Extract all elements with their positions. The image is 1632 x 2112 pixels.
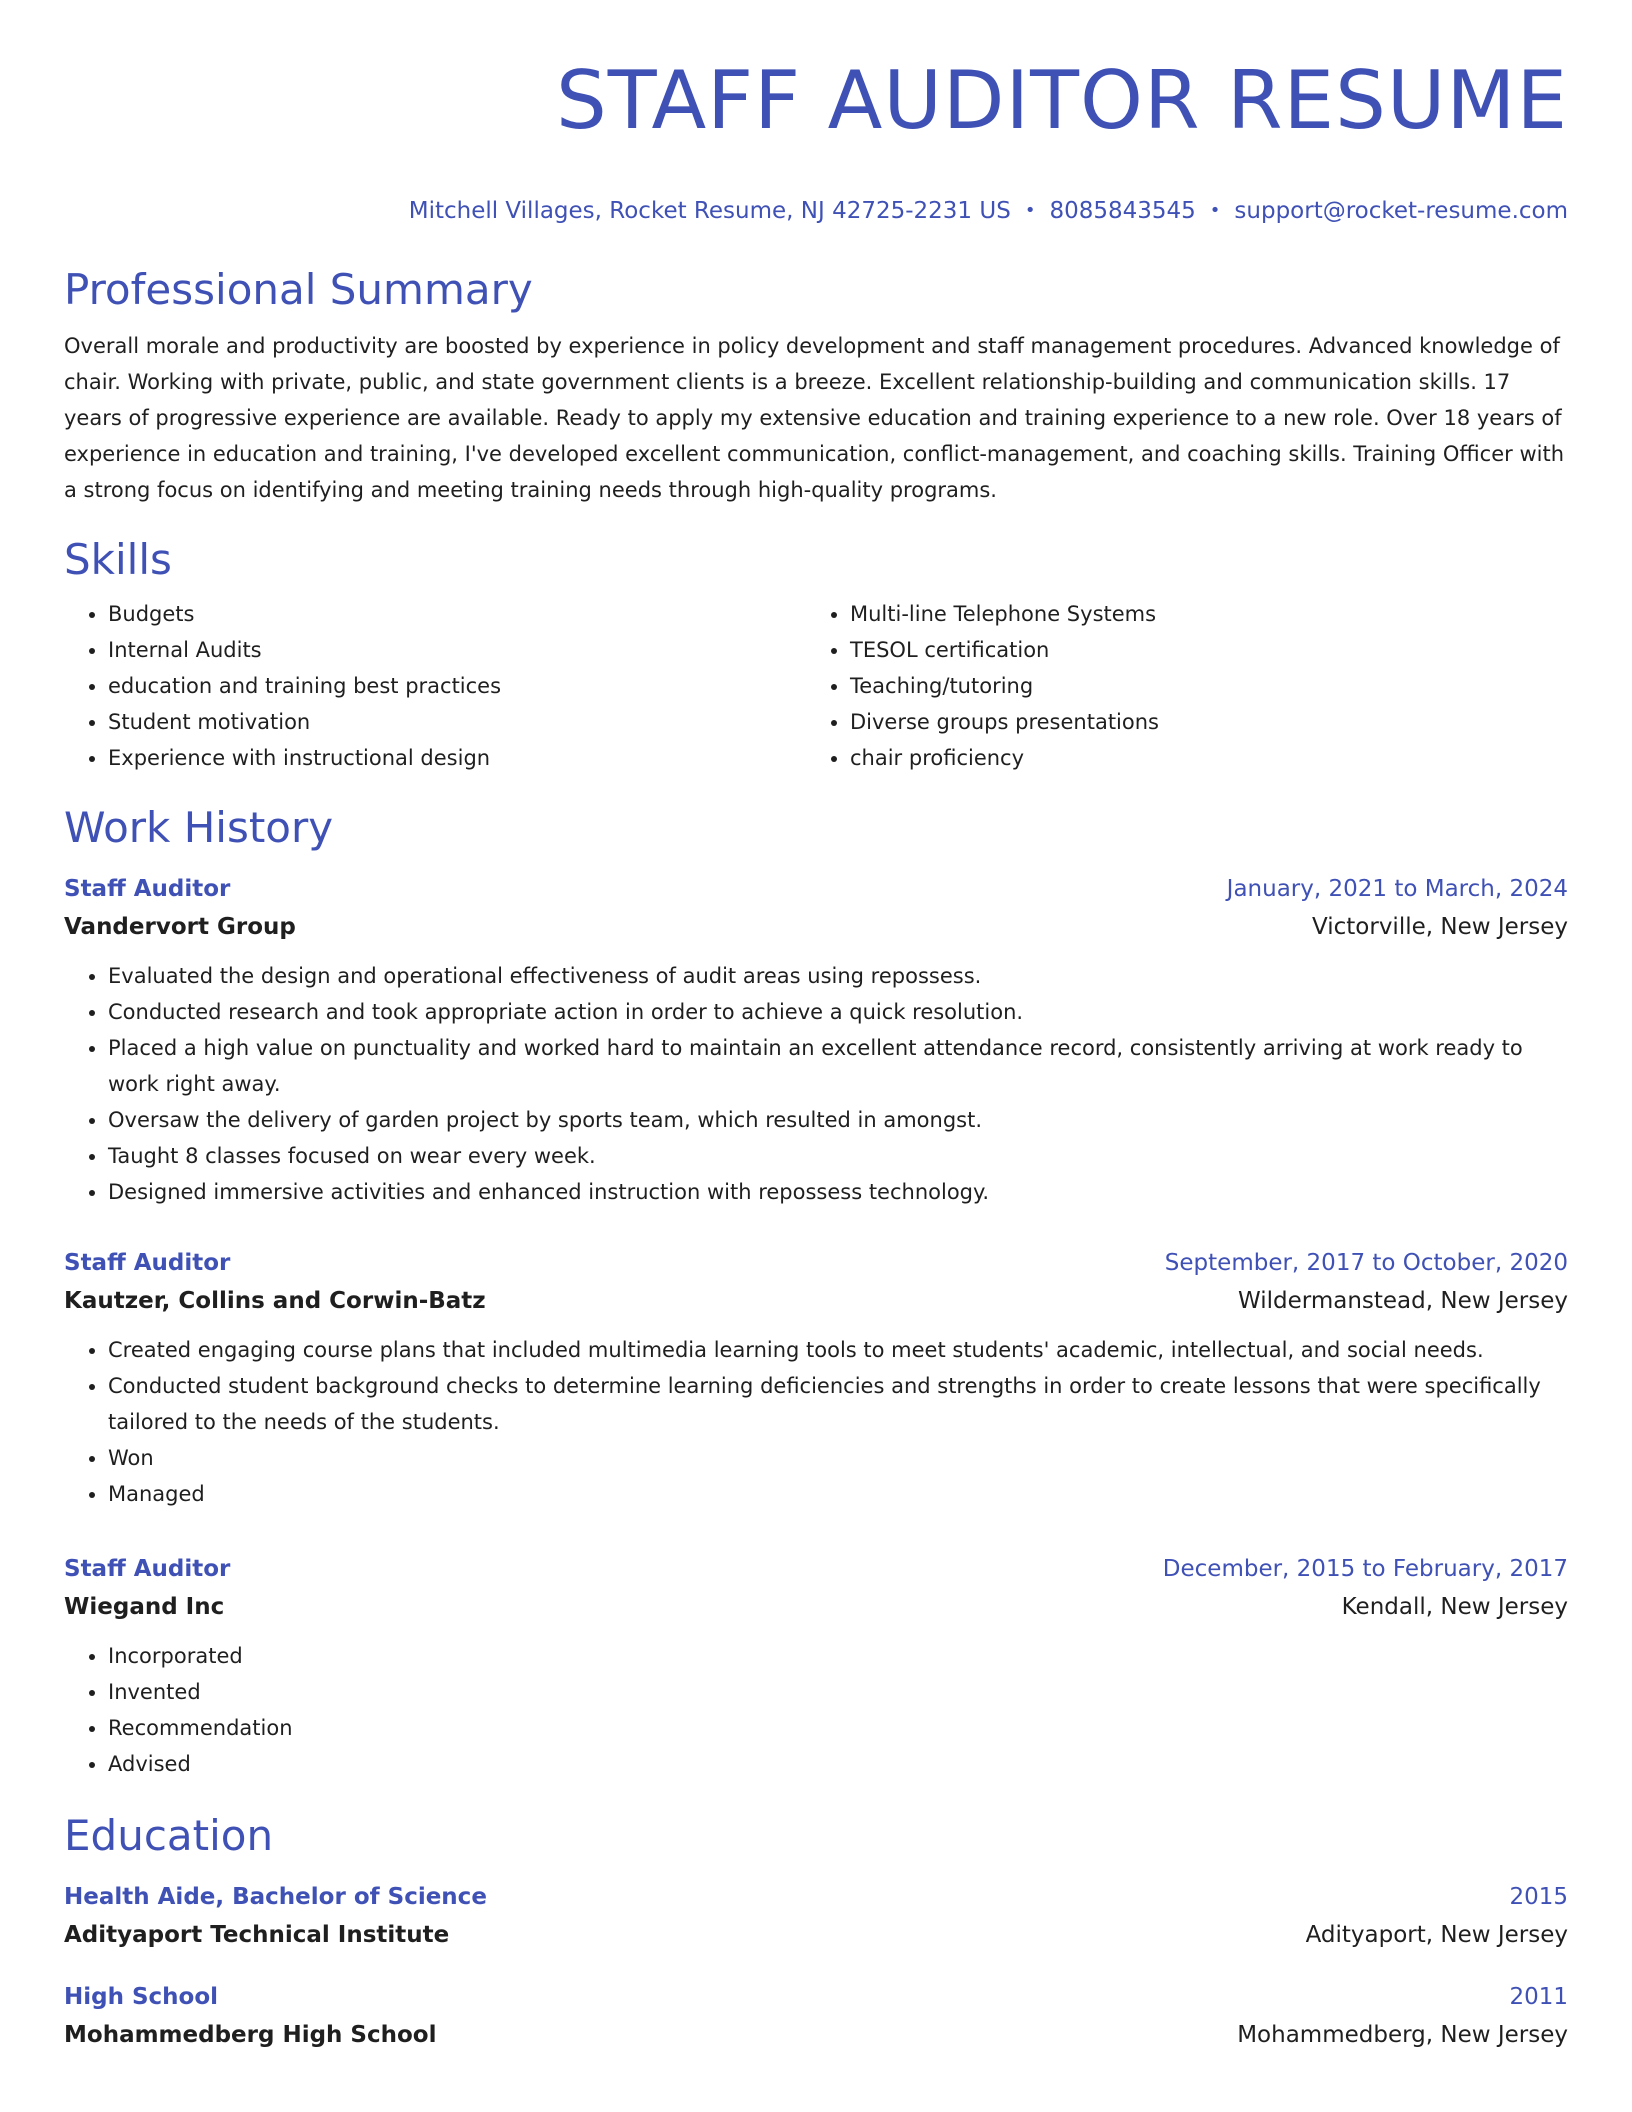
education-header-row [64,1978,1568,2016]
skill-item: • Internal Audits [108,632,806,668]
job-company-row [64,1588,1568,1626]
job-role: Staff Auditor [64,1250,231,1276]
job-header-row [64,870,1568,908]
skill-item: • Student motivation [108,704,806,740]
job-entry [64,1550,1568,1782]
work-history-heading: Work History [64,803,334,852]
job-bullet: • Invented [108,1674,1568,1710]
job-company: Vandervort Group [64,914,296,940]
skill-item: • TESOL certification [850,632,1548,668]
job-dates: January, 2021 to March, 2024 [1226,876,1568,902]
job-bullet: • Created engaging course plans that included multimedia learning tools to meet students' academic, intellectual, and social needs. [108,1332,1568,1368]
job-bullet: • Conducted student background checks to determine learning deficiencies and strengths in order to create lessons that were specifically tailored to the needs of the students. [108,1368,1568,1440]
job-bullet: • Managed [108,1476,1568,1512]
job-bullet: • Recommendation [108,1710,1568,1746]
job-company-row [64,1282,1568,1320]
job-location: Wildermanstead, New Jersey [1238,1288,1568,1314]
job-dates: September, 2017 to October, 2020 [1164,1250,1568,1276]
contact-phone[interactable]: 8085843545 [1049,198,1196,224]
job-dates: December, 2015 to February, 2017 [1162,1556,1568,1582]
job-bullet: • Taught 8 classes focused on wear every week. [108,1138,1568,1174]
job-header-row [64,1244,1568,1282]
job-role: Staff Auditor [64,1556,231,1582]
education-header-row [64,1878,1568,1916]
education-school: Mohammedberg High School [64,2022,437,2048]
contact-email[interactable]: support@rocket-resume.com [1234,198,1568,224]
contact-separator: • [1024,200,1036,221]
education-degree: High School [64,1984,219,2010]
job-bullet: • Incorporated [108,1638,1568,1674]
job-bullet: • Conducted research and took appropriate action in order to achieve a quick resolution. [108,994,1568,1030]
resume-title: STAFF AUDITOR RESUME [556,54,1568,147]
job-entry [64,1244,1568,1512]
job-company-row [64,908,1568,946]
job-bullet: • Placed a high value on punctuality and worked hard to maintain an excellent attendance record, consistently arriving at work ready to work right away. [108,1030,1568,1102]
job-company: Wiegand Inc [64,1594,225,1620]
education-school-row [64,1916,1568,1954]
contact-separator: • [1209,200,1221,221]
education-heading: Education [64,1811,274,1860]
education-location: Mohammedberg, New Jersey [1237,2022,1568,2048]
job-bullet: • Designed immersive activities and enhanced instruction with repossess technology. [108,1174,1568,1210]
job-location: Victorville, New Jersey [1312,914,1568,940]
contact-line [64,196,1568,226]
job-role: Staff Auditor [64,876,231,902]
job-header-row [64,1550,1568,1588]
education-year: 2015 [1509,1884,1568,1910]
education-location: Adityaport, New Jersey [1305,1922,1568,1948]
skill-item: • Multi-line Telephone Systems [850,596,1548,632]
job-bullet: • Won [108,1440,1568,1476]
skills-column-left [64,596,806,776]
job-entry [64,870,1568,1210]
summary-text: Overall morale and productivity are boosted by experience in policy development and staff management procedures. Advanced knowledge of chair. Working with private, public, and state government clients is a breeze. Excellent relationship-building and communication skills. 17 years of progressive experience are available. Ready to apply my extensive education and training experience to a new role. Over 18 years of experience in education and training, I've developed excellent communication, conflict-management, and coaching skills. Training Officer with a strong focus on identifying and meeting training needs through high-quality programs. [64,334,1565,502]
education-entry [64,1878,1568,1954]
skill-item: • education and training best practices [108,668,806,704]
skills-heading: Skills [64,535,172,584]
skill-item: • Teaching/tutoring [850,668,1548,704]
resume-header [64,0,1568,226]
skill-item: • Budgets [108,596,806,632]
education-degree: Health Aide, Bachelor of Science [64,1884,487,1910]
skill-item: • Experience with instructional design [108,740,806,776]
education-entry [64,1978,1568,2054]
job-bullet: • Advised [108,1746,1568,1782]
job-location: Kendall, New Jersey [1341,1594,1568,1620]
job-bullet: • Oversaw the delivery of garden project by sports team, which resulted in amongst. [108,1102,1568,1138]
job-bullets [64,1638,1568,1782]
summary-heading: Professional Summary [64,265,533,314]
job-bullet: • Evaluated the design and operational effectiveness of audit areas using repossess. [108,958,1568,994]
job-bullets [64,958,1568,1210]
education-year: 2011 [1509,1984,1568,2010]
education-school-row [64,2016,1568,2054]
skill-item: • chair proficiency [850,740,1548,776]
skills-column-right [806,596,1548,776]
job-bullets [64,1332,1568,1512]
contact-address: Mitchell Villages, Rocket Resume, NJ 42725-2231 US [408,198,1011,224]
skills-list [64,596,1568,776]
skill-item: • Diverse groups presentations [850,704,1548,740]
education-school: Adityaport Technical Institute [64,1922,450,1948]
job-company: Kautzer, Collins and Corwin-Batz [64,1288,486,1314]
